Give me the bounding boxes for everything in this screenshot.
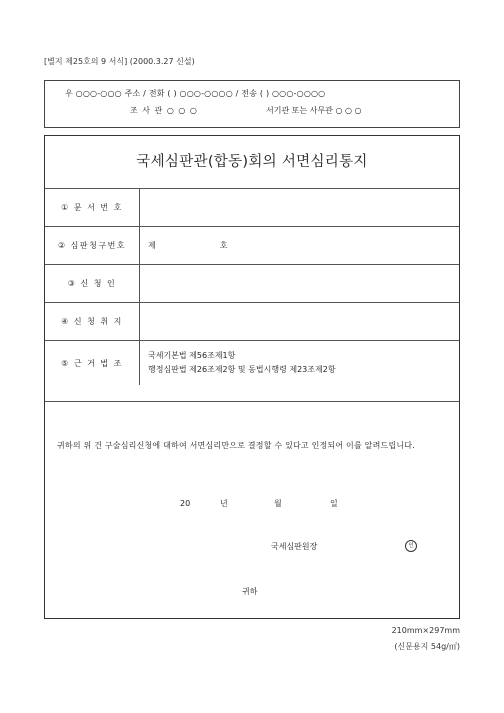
claim-number-suffix: 호 [219, 241, 228, 250]
legal-basis-field [140, 341, 460, 386]
legal-basis-line-2: 행정심판법 제26조제2항 및 동법시행령 제23조제2항 [148, 365, 336, 374]
notice-text: 귀하의 위 건 구술심리신청에 대하여 서면심리만으로 결정할 수 있다고 인정되어 이를 알려드립니다. [57, 441, 415, 450]
notice-form [44, 135, 460, 619]
seal-icon: 인 [405, 540, 417, 552]
table-row [45, 265, 459, 303]
signer-title: 국세심판원장 [271, 542, 318, 551]
date-day: 일 [330, 499, 338, 508]
form-reference: [별지 제25호의 9 서식] (2000.3.27 신설) [44, 57, 195, 66]
clerk-line: 서기관 또는 사무관 ○ ○ ○ [266, 106, 362, 115]
row-label-applicant: ③ 신 청 인 [45, 265, 140, 303]
date-year-prefix: 20 [180, 499, 191, 508]
document-number-field[interactable] [140, 189, 460, 227]
row-label-request-purpose: ④ 신 청 취 지 [45, 303, 140, 341]
table-row [45, 227, 459, 265]
applicant-field[interactable] [140, 265, 460, 303]
paper-type-note: (신문용지 54g/㎡) [394, 642, 460, 651]
table-bottom-border [45, 401, 459, 402]
form-title: 국세심판관(합동)회의 서면심리통지 [136, 154, 368, 170]
info-table [45, 188, 459, 385]
legal-basis-line-1: 국세기본법 제56조제1항 [148, 351, 236, 360]
table-row [45, 341, 459, 386]
paper-size-note: 210mm×297mm [391, 626, 460, 635]
addressee: 귀하 [242, 587, 258, 596]
row-label-legal-basis: ⑤ 근 거 법 조 [45, 341, 140, 386]
row-label-document-number: ① 문 서 번 호 [45, 189, 140, 227]
date-month: 월 [274, 499, 282, 508]
table-row [45, 189, 459, 227]
examiner-line: 조 사 관 ○ ○ ○ [130, 106, 198, 115]
request-purpose-field[interactable] [140, 303, 460, 341]
row-label-claim-number: ② 심판청구번호 [45, 227, 140, 265]
address-line: 우 ○○○-○○○ 주소 / 전화 ( ) ○○○-○○○○ / 전송 ( ) ○○○-○○○○ [65, 89, 326, 98]
date-line [180, 498, 338, 509]
claim-number-field[interactable] [140, 227, 460, 265]
claim-number-prefix: 제 [148, 241, 156, 250]
table-row [45, 303, 459, 341]
date-year: 년 [220, 499, 228, 508]
header-box [44, 80, 460, 128]
